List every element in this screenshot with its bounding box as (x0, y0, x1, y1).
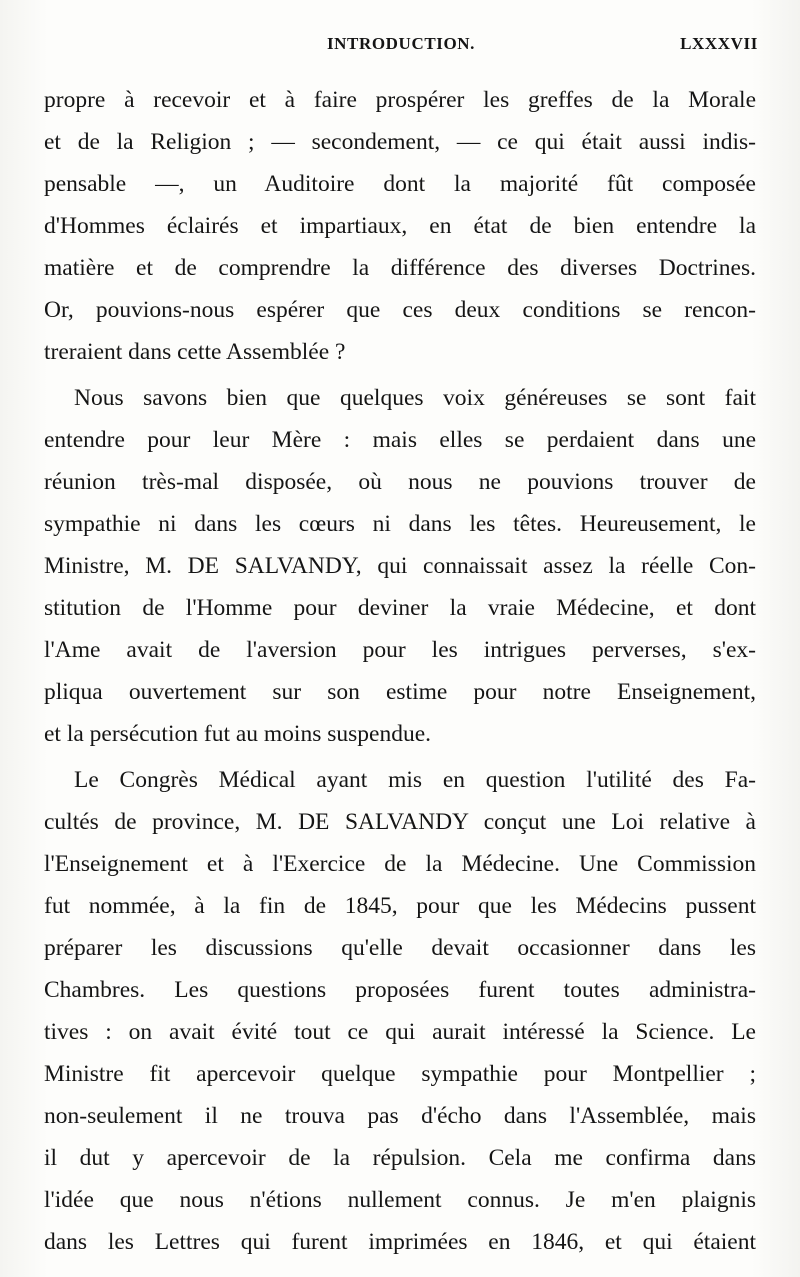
text-line: l'idée que nous n'étions nullement connus. Je m'en plaignis (44, 1187, 756, 1213)
text-line: Ministre fit apercevoir quelque sympathie pour Montpellier ; (44, 1061, 756, 1087)
text-line: préparer les discussions qu'elle devait occasionner dans les (44, 935, 756, 961)
page-header (44, 34, 758, 58)
text-line: pliqua ouvertement sur son estime pour notre Enseignement, (44, 679, 756, 705)
text-line: dans les Lettres qui furent imprimées en 1846, et qui étaient (44, 1229, 756, 1255)
text-line: Or, pouvions-nous espérer que ces deux conditions se rencon- (44, 297, 756, 323)
text-line: non-seulement il ne trouva pas d'écho dans l'Assemblée, mais (44, 1103, 756, 1129)
text-line: Nous savons bien que quelques voix généreuses se sont fait (74, 385, 756, 411)
text-line: treraient dans cette Assemblée ? (44, 339, 346, 365)
text-line: matière et de comprendre la différence des diverses Doctrines. (44, 255, 756, 281)
text-line: Ministre, M. DE SALVANDY, qui connaissait assez la réelle Con- (44, 553, 756, 579)
text-line: d'Hommes éclairés et impartiaux, en état de bien entendre la (44, 213, 756, 239)
text-line: il dut y apercevoir de la répulsion. Cela me confirma dans (44, 1145, 756, 1171)
text-line: entendre pour leur Mère : mais elles se perdaient dans une (44, 427, 756, 453)
text-line: l'Enseignement et à l'Exercice de la Médecine. Une Commission (44, 851, 756, 877)
text-line: pensable —, un Auditoire dont la majorité fût composée (44, 171, 756, 197)
text-line: sympathie ni dans les cœurs ni dans les têtes. Heureusement, le (44, 511, 756, 537)
text-line: réunion très-mal disposée, où nous ne pouvions trouver de (44, 469, 756, 495)
text-line: tives : on avait évité tout ce qui aurait intéressé la Science. Le (44, 1019, 756, 1045)
text-line: et la persécution fut au moins suspendue. (44, 721, 432, 747)
text-line: fut nommée, à la fin de 1845, pour que les Médecins pussent (44, 893, 756, 919)
body-text (44, 79, 756, 1263)
text-line: l'Ame avait de l'aversion pour les intrigues perverses, s'ex- (44, 637, 756, 663)
text-line: stitution de l'Homme pour deviner la vraie Médecine, et dont (44, 595, 756, 621)
text-line: Le Congrès Médical ayant mis en question l'utilité des Fa- (74, 767, 756, 793)
page-number: LXXXVII (680, 34, 758, 53)
text-line: Chambres. Les questions proposées furent toutes administra- (44, 977, 756, 1003)
text-line: propre à recevoir et à faire prospérer les greffes de la Morale (44, 87, 756, 113)
text-line: et de la Religion ; — secondement, — ce qui était aussi indis- (44, 129, 756, 155)
running-title: INTRODUCTION. (326, 34, 476, 53)
text-line: cultés de province, M. DE SALVANDY conçut une Loi relative à (44, 809, 756, 835)
